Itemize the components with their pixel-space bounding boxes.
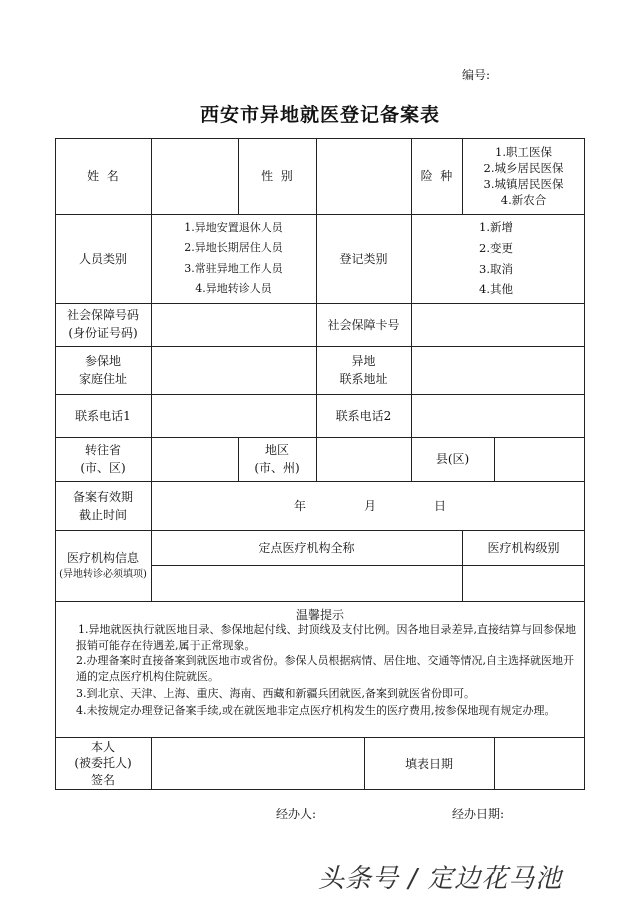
notice-item: 3.到北京、天津、上海、重庆、海南、西藏和新疆兵团就医,备案到就医省份即可。 (76, 687, 475, 700)
category-option[interactable]: 3.常驻异地工作人员 (184, 261, 283, 275)
phone2-field[interactable] (411, 394, 585, 437)
ss-code-label (55, 303, 151, 346)
fill-date-field[interactable] (494, 737, 585, 790)
notice-item: 4.未按规定办理登记备案手续,或在就医地非定点医疗机构发生的医疗费用,按参保地现有规定办理。 (76, 704, 556, 717)
category-option[interactable]: 1.异地安置退休人员 (184, 220, 283, 234)
remote-address-label (316, 346, 411, 394)
home-address-label-line: 家庭住址 (78, 372, 127, 386)
district-label-line: 地区 (264, 443, 289, 457)
medical-info-label (55, 530, 151, 601)
expiry-label (55, 481, 151, 530)
province-label-line: (市、区) (80, 461, 126, 475)
insurance-options[interactable] (462, 138, 585, 214)
ss-code-label-line: 社会保障号码 (66, 308, 139, 323)
medical-info-label-text: 医疗机构信息 (66, 551, 139, 565)
signature-label-line: 本人 (90, 740, 115, 755)
county-label: 县(区) (435, 452, 470, 466)
notice-title: 温馨提示 (295, 608, 344, 622)
province-field[interactable] (151, 437, 238, 481)
insurance-option[interactable]: 2.城乡居民医保 (483, 160, 564, 175)
county-field[interactable] (494, 437, 585, 481)
medical-info-note: (异地转诊必须填项) (59, 569, 147, 580)
handle-date-label: 经办日期: (452, 807, 505, 821)
reg-type-option[interactable]: 1.新增 (479, 220, 513, 235)
fill-date-label: 填表日期 (404, 756, 453, 771)
reg-type-option[interactable]: 2.变更 (479, 240, 513, 255)
insurance-option[interactable]: 4.新农合 (500, 193, 547, 208)
ss-card-field[interactable] (411, 303, 585, 346)
insurance-option[interactable]: 3.城镇居民医保 (483, 177, 564, 191)
ss-code-field[interactable] (151, 303, 316, 346)
year-label: 年 (294, 498, 307, 513)
reg-type-option[interactable]: 3.取消 (479, 261, 513, 276)
signature-field[interactable] (151, 737, 364, 790)
hospital-level-header: 医疗机构级别 (487, 540, 560, 555)
district-field[interactable] (316, 437, 411, 481)
handler-label: 经办人: (276, 807, 317, 821)
name-label: 姓 名 (87, 169, 119, 183)
hospital-name-header: 定点医疗机构全称 (258, 540, 355, 555)
insurance-label: 险 种 (420, 169, 453, 183)
month-label: 月 (364, 498, 377, 513)
signature-label (55, 737, 151, 790)
home-address-label-line: 参保地 (84, 354, 121, 368)
remote-address-label-line: 异地 (351, 354, 376, 368)
watermark: 头条号 / 定边花马池 (318, 864, 563, 894)
ss-code-label-line: (身份证号码) (68, 325, 138, 340)
ss-card-label: 社会保障卡号 (327, 317, 400, 332)
hospital-name-field[interactable] (151, 565, 462, 601)
reg-type-label: 登记类别 (339, 251, 388, 266)
remote-address-label-line: 联系地址 (339, 372, 388, 386)
home-address-field[interactable] (151, 346, 316, 394)
province-label-line: 转往省 (84, 443, 121, 457)
notice-item: 2.办理备案时直接备案到就医地市或省份。参保人员根据病情、居住地、交通等情况,自主选择就医地开通的定点医疗机构住院就医。 (76, 654, 574, 683)
reg-type-option[interactable]: 4.其他 (479, 282, 513, 297)
phone1-label: 联系电话1 (75, 408, 131, 423)
day-label: 日 (434, 498, 447, 513)
form-title: 西安市异地就医登记备案表 (199, 104, 440, 126)
notice-item: 1.异地就医执行就医地目录、参保地起付线、封顶线及支付比例。因各地目录差异,直接结算与回参保地报销可能存在待遇差,属于正常现象。 (76, 623, 576, 652)
phone2-label: 联系电话2 (335, 408, 392, 423)
category-option[interactable]: 2.异地长期居住人员 (184, 241, 283, 255)
home-address-label (55, 346, 151, 394)
phone1-field[interactable] (151, 394, 316, 437)
signature-label-line: 签名 (90, 772, 115, 787)
expiry-date-field[interactable] (151, 481, 585, 530)
remote-address-field[interactable] (411, 346, 585, 394)
serial-number-label: 编号: (462, 68, 491, 82)
category-options[interactable] (151, 214, 316, 303)
district-label-line: (市、州) (254, 461, 300, 475)
hospital-level-field[interactable] (462, 565, 585, 601)
district-label (238, 437, 316, 481)
name-field[interactable] (151, 138, 238, 214)
insurance-option[interactable]: 1.职工医保 (495, 144, 552, 159)
gender-label: 性 别 (261, 169, 293, 183)
reg-type-options[interactable] (411, 214, 585, 303)
expiry-label-line: 截止时间 (78, 507, 127, 522)
expiry-label-line: 备案有效期 (72, 489, 133, 504)
category-option[interactable]: 4.异地转诊人员 (195, 281, 272, 295)
gender-field[interactable] (316, 138, 411, 214)
province-label (55, 437, 151, 481)
signature-label-line: (被委托人) (74, 756, 132, 771)
category-label: 人员类别 (78, 251, 127, 266)
